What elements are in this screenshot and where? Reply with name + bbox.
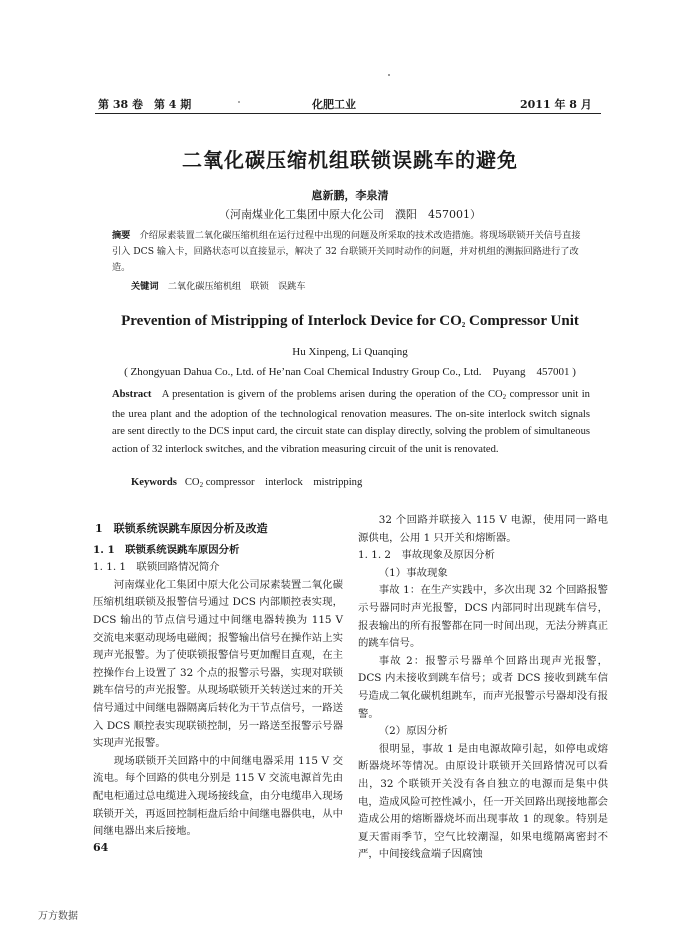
header-issue: 第 38 卷 第 4 期 [98, 98, 192, 111]
body-column-right [358, 512, 608, 864]
paragraph: 事故 1：在生产实践中，多次出现 32 个回路报警示号器同时声光报警，DCS 内部同时出现跳车信号，报表输出的所有报警都在同一时间出现，无法分辨真正的跳车信号。 [358, 584, 608, 650]
paragraph: 河南煤业化工集团中原大化公司尿素装置二氧化碳压缩机组联锁及报警信号通过 DCS 内部顺控表实现，DCS 输出的节点信号通过中间继电器转换为 115 V 交流电来驱动现场电磁阀；报警输出信号在操作站上实现声光报警。为了使联锁报警信号更加醒目直观，在主控操作台上设置了 32 个点的报警示号器，实现对联锁跳车信号的声光报警。从现场联锁开关转送过来的开关信号通过中间继电器隔离后转化为干节点信号，一路送入 DCS 顺控表实现联锁控制，另一路送至报警示号器实现声光报警。 [93, 578, 343, 750]
chinese-abstract-label: 摘要 [112, 230, 131, 241]
item-heading: （1）事故现象 [378, 566, 448, 579]
paragraph: 事故 2：报警示号器单个回路出现声光报警，DCS 内未接收到跳车信号；或者 DCS 接收到跳车信号造成二氧化碳机组跳车，而声光报警示号器却没有报警。 [358, 654, 608, 720]
english-keywords: Keywords $CO_2$ compressor interlock mistripping [131, 477, 363, 489]
header-date: 2011 年 8 月 [520, 98, 592, 111]
footer-watermark: 万方数据 [38, 911, 78, 922]
chinese-abstract-text: 介绍尿素装置二氧化碳压缩机组在运行过程中出现的问题及所采取的技术改造措施。将现场联锁开关信号直接引入 DCS 输入卡，回路状态可以直接显示，解决了 32 台联锁开关同时动作的问题，并对机组的测振回路进行了改造。 [112, 230, 581, 273]
subsubsection-heading: 1. 1. 2 事故现象及原因分析 [358, 549, 495, 562]
chinese-keywords [131, 278, 306, 292]
paragraph: 现场联锁开关回路中的中间继电器采用 115 V 交流电。每个回路的供电分别是 115 V 交流电源首先由配电柜通过总电缆进入现场接线盒，由分电缆串入现场联锁开关，再返回控制柜盘后给中间继电器供电，从中间继电器出来后接地。 [93, 754, 343, 838]
paragraph: 很明显，事故 1 是由电源故障引起，如停电或熔断器烧坏等情况。由原设计联锁开关回路情况可以看出，32 个联锁开关没有各自独立的电源而是集中供电，造成风险可控性减小，任一开关回路出现接地都会造成公用的熔断器烧坏而出现事故 1 的现象。特别是夏天雷雨季节，空气比较潮湿，如果电缆隔离密封不严，中间接线盒端子因腐蚀 [358, 742, 608, 861]
english-abstract: Abstract A presentation is givern of the problems arisen during the operation of the $CO_2$ compressor unit in the urea plant and the adoption of the technological renovation measures. The on-site interlock switch signals are sent directly to the DCS input card, the circuit state can display directly, solving the problem of simultaneous action of 32 interlock switches, and the vibration measuring circuit of the unit is renovated. [112, 389, 590, 455]
page-number: 64 [93, 841, 109, 854]
subsection-heading: 1. 1 联锁系统误跳车原因分析 [93, 543, 240, 556]
english-keywords-label: Keywords [131, 477, 177, 488]
chinese-abstract [112, 228, 588, 276]
chinese-title: 二氧化碳压缩机组联锁误跳车的避免 [182, 148, 518, 172]
scan-dot [388, 74, 390, 76]
english-abstract-label: Abstract [112, 389, 152, 400]
english-authors: Hu Xinpeng, Li Quanqing [292, 346, 408, 358]
header-rule [95, 113, 601, 114]
subsubsection-heading: 1. 1. 1 联锁回路情况简介 [93, 561, 220, 574]
chinese-keywords-label: 关键词 [131, 281, 159, 292]
header-journal: 化肥工业 [312, 98, 356, 111]
chinese-keywords-text: 二氧化碳压缩机组 联锁 误跳车 [167, 281, 306, 292]
english-title: Prevention of Mistripping of Interlock Device for $CO_2$ Compressor Unit [121, 313, 579, 329]
paragraph: 32 个回路并联接入 115 V 电源，使用同一路电源供电，公用 1 只开关和熔断器。 [358, 514, 608, 544]
scan-dot [238, 101, 240, 103]
item-heading: （2）原因分析 [378, 725, 448, 738]
english-affiliation: ( Zhongyuan Dahua Co., Ltd. of He’nan Coal Chemical Industry Group Co., Ltd. Puyang 457001 ) [124, 366, 576, 378]
section-heading: 1 联锁系统误跳车原因分析及改造 [95, 522, 268, 535]
chinese-affiliation: （河南煤业化工集团中原大化公司 濮阳 457001） [219, 208, 481, 221]
body-column-left [93, 512, 343, 841]
chinese-authors: 扈新鹏，李泉清 [311, 189, 389, 202]
